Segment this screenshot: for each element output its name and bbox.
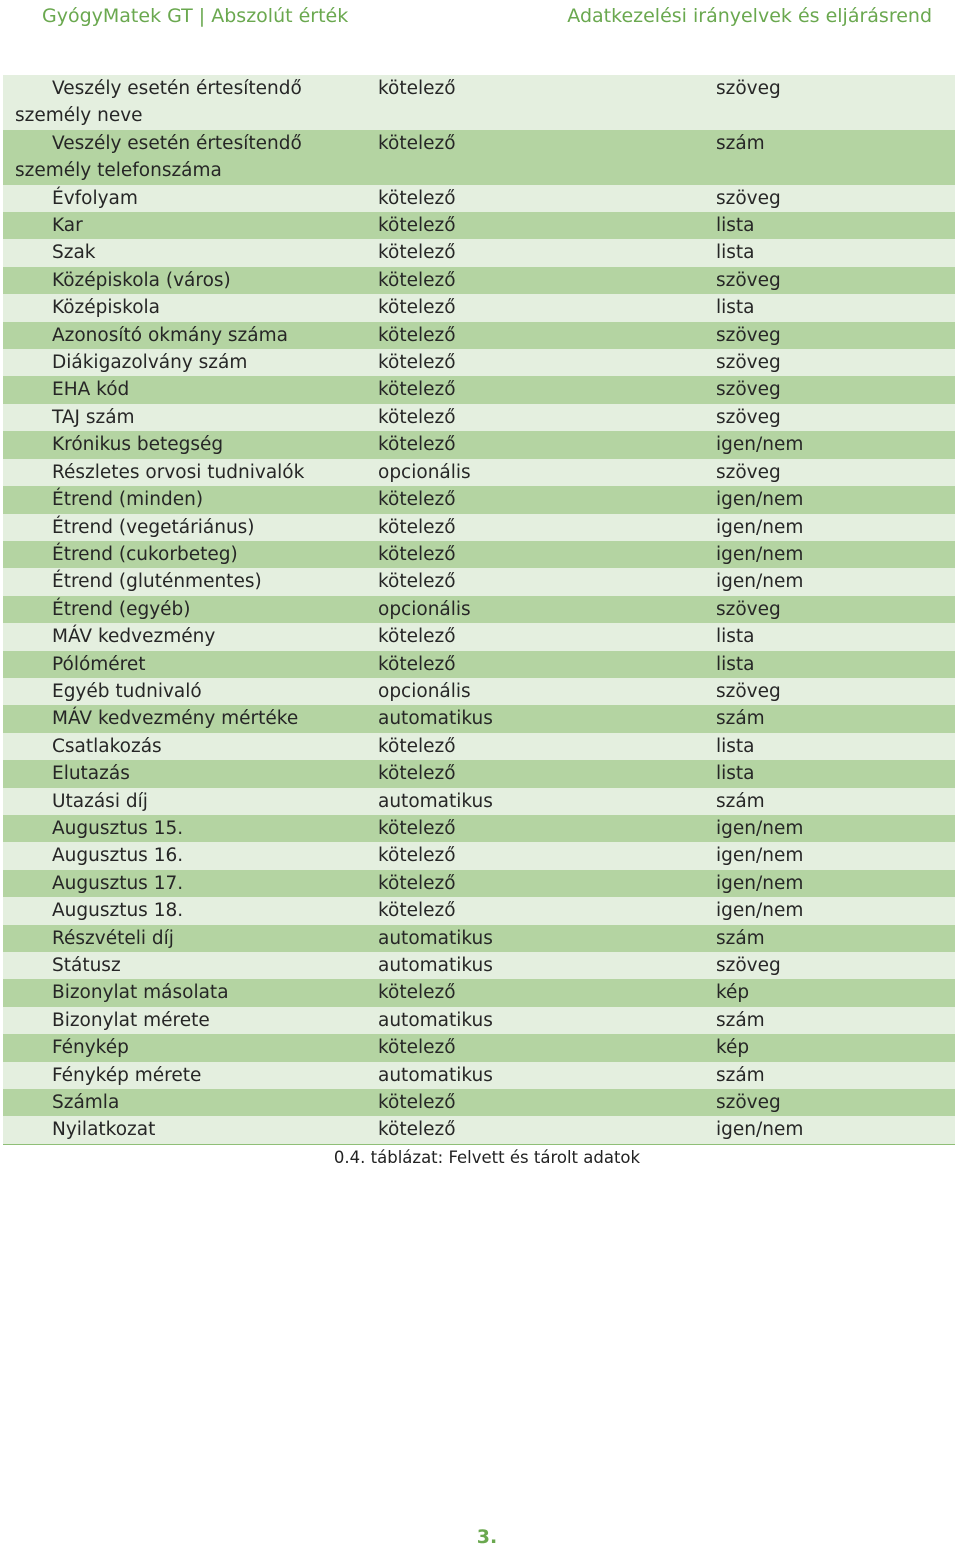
data-type-cell: szöveg bbox=[716, 322, 955, 349]
requirement-cell: kötelező bbox=[378, 212, 716, 239]
header-section-title: Adatkezelési irányelvek és eljárásrend bbox=[567, 5, 932, 27]
requirement-cell: kötelező bbox=[378, 130, 716, 185]
data-type-cell: szám bbox=[716, 925, 955, 952]
data-type-cell: kép bbox=[716, 1034, 955, 1061]
requirement-cell: kötelező bbox=[378, 349, 716, 376]
data-type-cell: szöveg bbox=[716, 596, 955, 623]
table-row bbox=[3, 678, 955, 705]
field-name-cell: Diákigazolvány szám bbox=[3, 349, 378, 376]
requirement-cell: kötelező bbox=[378, 75, 716, 130]
field-name-cell: Bizonylat másolata bbox=[3, 979, 378, 1006]
data-type-cell: szám bbox=[716, 1062, 955, 1089]
requirement-cell: kötelező bbox=[378, 185, 716, 212]
field-name-cell: Veszély esetén értesítendő személy neve bbox=[3, 75, 378, 130]
data-type-cell: igen/nem bbox=[716, 815, 955, 842]
data-type-cell: igen/nem bbox=[716, 1116, 955, 1144]
table-row bbox=[3, 842, 955, 869]
table-row bbox=[3, 185, 955, 212]
table-row bbox=[3, 760, 955, 787]
requirement-cell: kötelező bbox=[378, 541, 716, 568]
table-row bbox=[3, 212, 955, 239]
field-name-cell: Csatlakozás bbox=[3, 733, 378, 760]
field-name-cell: Pólóméret bbox=[3, 651, 378, 678]
requirement-cell: kötelező bbox=[378, 897, 716, 924]
requirement-cell: kötelező bbox=[378, 733, 716, 760]
table-row bbox=[3, 75, 955, 130]
data-type-cell: szám bbox=[716, 788, 955, 815]
table-row bbox=[3, 925, 955, 952]
field-name-cell: Részvételi díj bbox=[3, 925, 378, 952]
field-name-cell: EHA kód bbox=[3, 376, 378, 403]
field-name-cell: Részletes orvosi tudnivalók bbox=[3, 459, 378, 486]
data-type-cell: igen/nem bbox=[716, 514, 955, 541]
table-row bbox=[3, 322, 955, 349]
requirement-cell: automatikus bbox=[378, 705, 716, 732]
data-type-cell: szöveg bbox=[716, 376, 955, 403]
table-row bbox=[3, 870, 955, 897]
page-number: 3. bbox=[476, 1526, 498, 1548]
data-type-cell: lista bbox=[716, 733, 955, 760]
field-name-cell: TAJ szám bbox=[3, 404, 378, 431]
data-type-cell: szám bbox=[716, 705, 955, 732]
requirement-cell: kötelező bbox=[378, 568, 716, 595]
data-type-cell: igen/nem bbox=[716, 568, 955, 595]
requirement-cell: kötelező bbox=[378, 239, 716, 266]
field-name-cell: Augusztus 15. bbox=[3, 815, 378, 842]
table-row bbox=[3, 596, 955, 623]
data-type-cell: szöveg bbox=[716, 459, 955, 486]
data-type-cell: igen/nem bbox=[716, 541, 955, 568]
table-row bbox=[3, 1089, 955, 1116]
table-row bbox=[3, 623, 955, 650]
requirement-cell: automatikus bbox=[378, 925, 716, 952]
field-name-cell: Étrend (egyéb) bbox=[3, 596, 378, 623]
field-name-cell: Krónikus betegség bbox=[3, 431, 378, 458]
table-row bbox=[3, 459, 955, 486]
table-row bbox=[3, 541, 955, 568]
requirement-cell: kötelező bbox=[378, 1089, 716, 1116]
data-type-cell: lista bbox=[716, 239, 955, 266]
requirement-cell: kötelező bbox=[378, 486, 716, 513]
field-name-cell: Számla bbox=[3, 1089, 378, 1116]
requirement-cell: kötelező bbox=[378, 760, 716, 787]
data-type-cell: igen/nem bbox=[716, 870, 955, 897]
requirement-cell: opcionális bbox=[378, 678, 716, 705]
field-name-cell: Veszély esetén értesítendő személy telefonszáma bbox=[3, 130, 378, 185]
field-name-cell: Egyéb tudnivaló bbox=[3, 678, 378, 705]
requirement-cell: kötelező bbox=[378, 404, 716, 431]
requirement-cell: automatikus bbox=[378, 952, 716, 979]
field-name-cell: Étrend (gluténmentes) bbox=[3, 568, 378, 595]
requirement-cell: opcionális bbox=[378, 596, 716, 623]
table-body bbox=[3, 75, 955, 1144]
table-row bbox=[3, 376, 955, 403]
table-row bbox=[3, 514, 955, 541]
requirement-cell: kötelező bbox=[378, 815, 716, 842]
data-type-cell: szám bbox=[716, 1007, 955, 1034]
requirement-cell: kötelező bbox=[378, 431, 716, 458]
field-name-cell: Augusztus 16. bbox=[3, 842, 378, 869]
table-row bbox=[3, 404, 955, 431]
table-row bbox=[3, 267, 955, 294]
requirement-cell: automatikus bbox=[378, 1007, 716, 1034]
table-caption: 0.4. táblázat: Felvett és tárolt adatok bbox=[333, 1148, 641, 1167]
requirement-cell: kötelező bbox=[378, 322, 716, 349]
field-name-cell: Nyilatkozat bbox=[3, 1116, 378, 1144]
table-row bbox=[3, 239, 955, 266]
data-type-cell: lista bbox=[716, 760, 955, 787]
data-type-cell: lista bbox=[716, 212, 955, 239]
requirement-cell: kötelező bbox=[378, 842, 716, 869]
requirement-cell: automatikus bbox=[378, 1062, 716, 1089]
requirement-cell: kötelező bbox=[378, 376, 716, 403]
table-row bbox=[3, 486, 955, 513]
field-name-cell: Középiskola bbox=[3, 294, 378, 321]
field-name-cell: Bizonylat mérete bbox=[3, 1007, 378, 1034]
table-row bbox=[3, 1062, 955, 1089]
data-type-cell: szöveg bbox=[716, 952, 955, 979]
data-type-cell: lista bbox=[716, 294, 955, 321]
data-type-cell: lista bbox=[716, 651, 955, 678]
table-row bbox=[3, 651, 955, 678]
field-name-cell: Középiskola (város) bbox=[3, 267, 378, 294]
data-type-cell: szöveg bbox=[716, 267, 955, 294]
data-type-cell: igen/nem bbox=[716, 897, 955, 924]
field-name-cell: Azonosító okmány száma bbox=[3, 322, 378, 349]
requirement-cell: opcionális bbox=[378, 459, 716, 486]
data-type-cell: szöveg bbox=[716, 678, 955, 705]
data-type-cell: szöveg bbox=[716, 404, 955, 431]
field-name-cell: Utazási díj bbox=[3, 788, 378, 815]
data-type-cell: szöveg bbox=[716, 75, 955, 130]
table-row bbox=[3, 952, 955, 979]
requirement-cell: kötelező bbox=[378, 1116, 716, 1144]
data-type-cell: igen/nem bbox=[716, 431, 955, 458]
field-name-cell: Fénykép bbox=[3, 1034, 378, 1061]
table-row bbox=[3, 897, 955, 924]
requirement-cell: kötelező bbox=[378, 514, 716, 541]
table-row bbox=[3, 568, 955, 595]
requirement-cell: kötelező bbox=[378, 1034, 716, 1061]
data-table-container bbox=[3, 75, 955, 1145]
requirement-cell: kötelező bbox=[378, 267, 716, 294]
field-name-cell: Étrend (vegetáriánus) bbox=[3, 514, 378, 541]
table-row bbox=[3, 294, 955, 321]
data-type-cell: igen/nem bbox=[716, 486, 955, 513]
field-name-cell: Étrend (cukorbeteg) bbox=[3, 541, 378, 568]
field-name-cell: Augusztus 18. bbox=[3, 897, 378, 924]
field-name-cell: MÁV kedvezmény mértéke bbox=[3, 705, 378, 732]
field-name-cell: Évfolyam bbox=[3, 185, 378, 212]
requirement-cell: automatikus bbox=[378, 788, 716, 815]
table-row bbox=[3, 1034, 955, 1061]
table-row bbox=[3, 733, 955, 760]
table-row bbox=[3, 815, 955, 842]
field-name-cell: MÁV kedvezmény bbox=[3, 623, 378, 650]
table-row bbox=[3, 130, 955, 185]
requirement-cell: kötelező bbox=[378, 294, 716, 321]
data-type-cell: szöveg bbox=[716, 349, 955, 376]
table-row bbox=[3, 979, 955, 1006]
requirement-cell: kötelező bbox=[378, 651, 716, 678]
data-type-cell: szám bbox=[716, 130, 955, 185]
header-document-title: GyógyMatek GT | Abszolút érték bbox=[42, 5, 349, 27]
field-name-cell: Szak bbox=[3, 239, 378, 266]
requirement-cell: kötelező bbox=[378, 623, 716, 650]
table-row bbox=[3, 1116, 955, 1144]
requirement-cell: kötelező bbox=[378, 870, 716, 897]
table-row bbox=[3, 1007, 955, 1034]
table-row bbox=[3, 431, 955, 458]
data-type-cell: igen/nem bbox=[716, 842, 955, 869]
field-name-cell: Étrend (minden) bbox=[3, 486, 378, 513]
table-row bbox=[3, 705, 955, 732]
field-name-cell: Elutazás bbox=[3, 760, 378, 787]
field-name-cell: Státusz bbox=[3, 952, 378, 979]
table-row bbox=[3, 349, 955, 376]
table-row bbox=[3, 788, 955, 815]
data-type-cell: lista bbox=[716, 623, 955, 650]
stored-data-table bbox=[3, 75, 955, 1145]
data-type-cell: szöveg bbox=[716, 185, 955, 212]
data-type-cell: szöveg bbox=[716, 1089, 955, 1116]
field-name-cell: Fénykép mérete bbox=[3, 1062, 378, 1089]
requirement-cell: kötelező bbox=[378, 979, 716, 1006]
field-name-cell: Kar bbox=[3, 212, 378, 239]
data-type-cell: kép bbox=[716, 979, 955, 1006]
field-name-cell: Augusztus 17. bbox=[3, 870, 378, 897]
